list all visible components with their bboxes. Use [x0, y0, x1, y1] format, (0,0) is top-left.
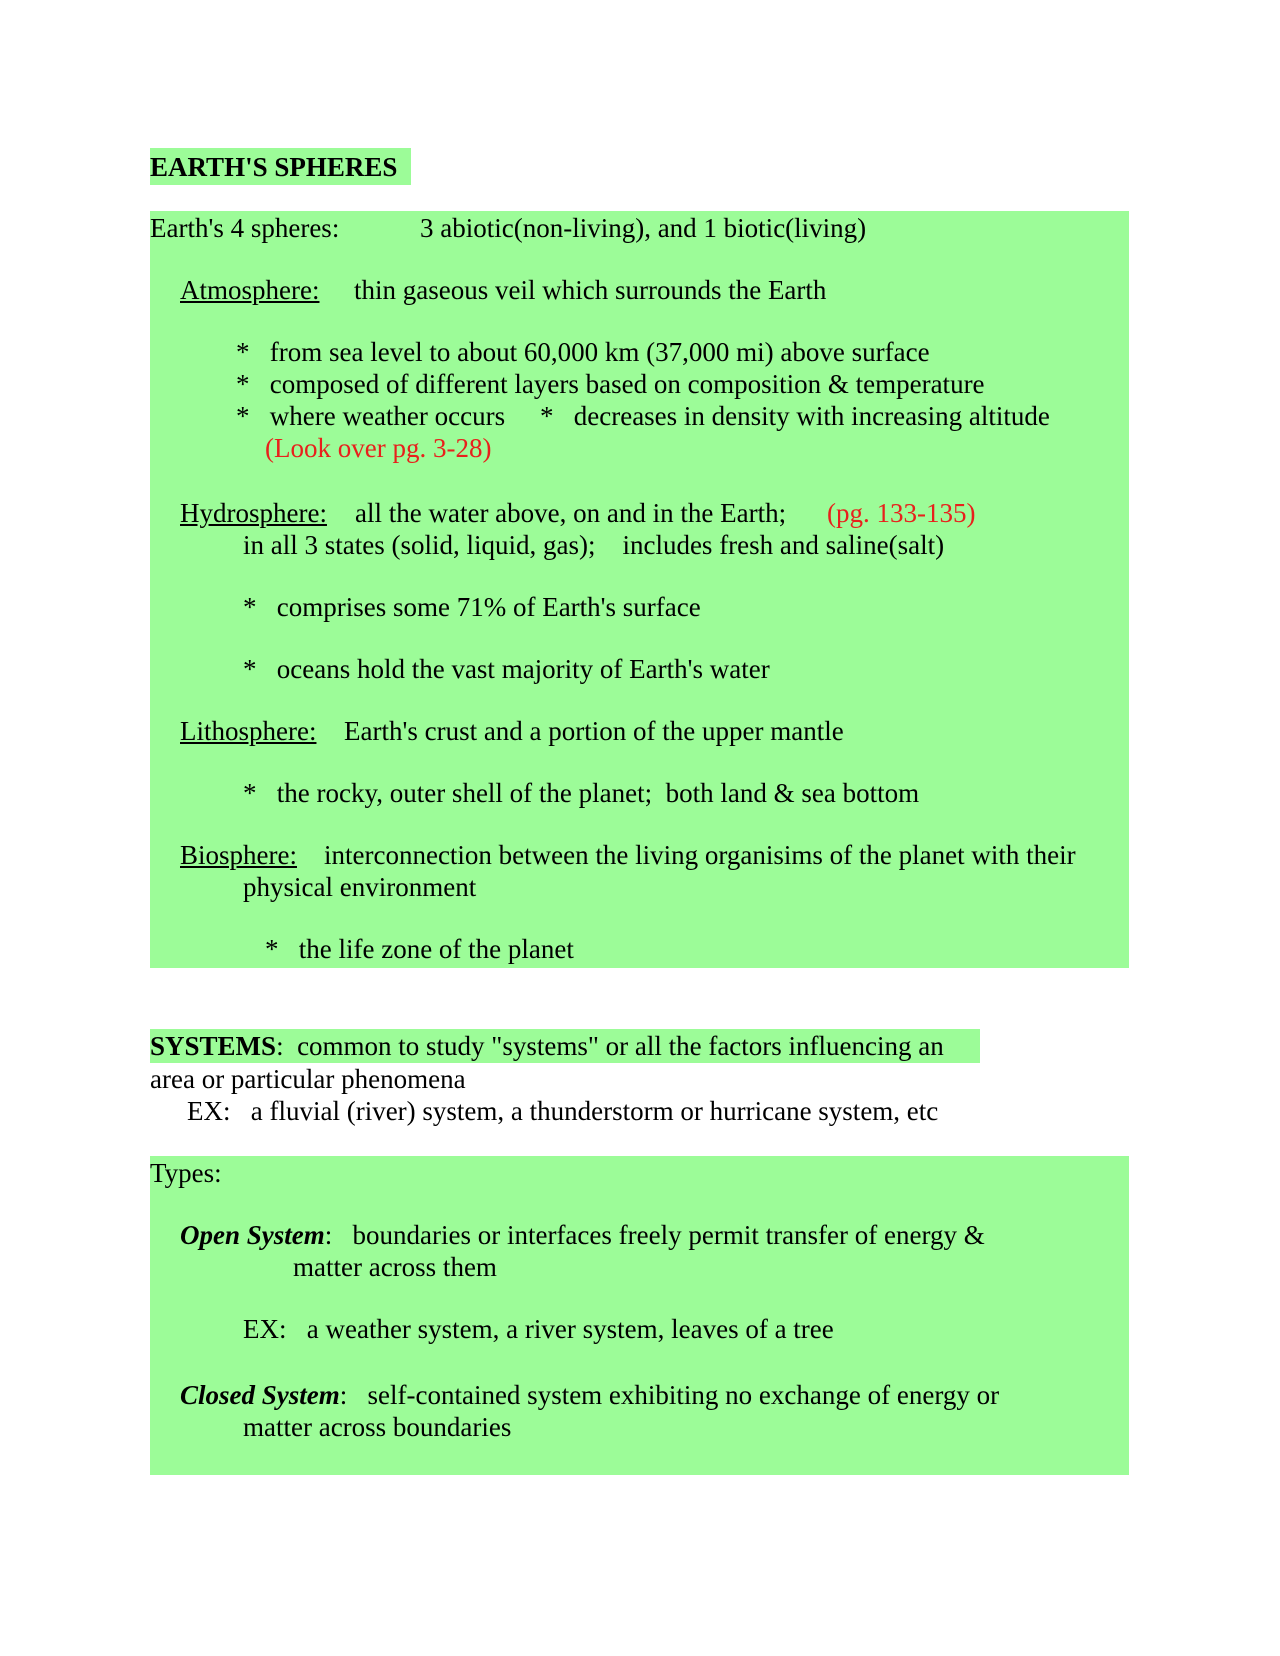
spheres-intro-label: Earth's 4 spheres:: [150, 213, 340, 243]
lithosphere-label: Lithosphere:: [180, 716, 317, 746]
hydrosphere-definition-cont: in all 3 states (solid, liquid, gas); includes fresh and saline(salt): [243, 530, 945, 560]
closed-system-definition-cont: matter across boundaries: [243, 1412, 512, 1442]
hydrosphere-reference: (pg. 133-135): [827, 498, 976, 528]
open-system-line: [180, 1219, 985, 1251]
atmosphere-bullet: * decreases in density with increasing altitude: [540, 401, 1050, 431]
hydrosphere-label: Hydrosphere:: [180, 498, 327, 528]
closed-system-line: [180, 1379, 999, 1411]
types-label: Types:: [150, 1158, 222, 1188]
atmosphere-definition: thin gaseous veil which surrounds the Earth: [354, 275, 827, 305]
biosphere-bullet: * the life zone of the planet: [265, 934, 574, 964]
atmosphere-bullet: * where weather occurs: [236, 401, 506, 431]
closed-system-label: Closed System: [180, 1380, 340, 1410]
open-system-example: EX: a weather system, a river system, leaves of a tree: [243, 1314, 834, 1344]
systems-intro: : common to study "systems" or all the factors influencing an: [276, 1031, 944, 1061]
biosphere-label: Biosphere:: [180, 840, 297, 870]
biosphere-definition: interconnection between the living organisims of the planet with their: [324, 840, 1076, 870]
hydrosphere-bullet: * comprises some 71% of Earth's surface: [243, 592, 701, 622]
hydrosphere-bullet: * oceans hold the vast majority of Earth's water: [243, 654, 770, 684]
closed-system-definition: : self-contained system exhibiting no exchange of energy or: [339, 1380, 1000, 1410]
open-system-definition: : boundaries or interfaces freely permit transfer of energy &: [324, 1220, 985, 1250]
open-system-label: Open System: [180, 1220, 325, 1250]
systems-title: SYSTEMS: [150, 1031, 277, 1061]
page-title: EARTH'S SPHERES: [150, 152, 398, 182]
atmosphere-bullet: * composed of different layers based on composition & temperature: [236, 369, 985, 399]
lithosphere-definition: Earth's crust and a portion of the upper mantle: [344, 716, 844, 746]
lithosphere-bullet: * the rocky, outer shell of the planet; both land & sea bottom: [243, 778, 920, 808]
systems-heading: [150, 1030, 944, 1062]
atmosphere-bullet: * from sea level to about 60,000 km (37,000 mi) above surface: [236, 337, 930, 367]
biosphere-definition-cont: physical environment: [243, 872, 477, 902]
hydrosphere-definition: all the water above, on and in the Earth;: [355, 498, 787, 528]
atmosphere-reference: (Look over pg. 3-28): [265, 433, 492, 463]
open-system-definition-cont: matter across them: [293, 1252, 497, 1282]
atmosphere-label: Atmosphere:: [180, 275, 320, 305]
systems-intro-cont: area or particular phenomena: [150, 1064, 466, 1094]
spheres-intro-text: 3 abiotic(non-living), and 1 biotic(living): [420, 213, 867, 243]
systems-example: EX: a fluvial (river) system, a thunderstorm or hurricane system, etc: [187, 1096, 939, 1126]
